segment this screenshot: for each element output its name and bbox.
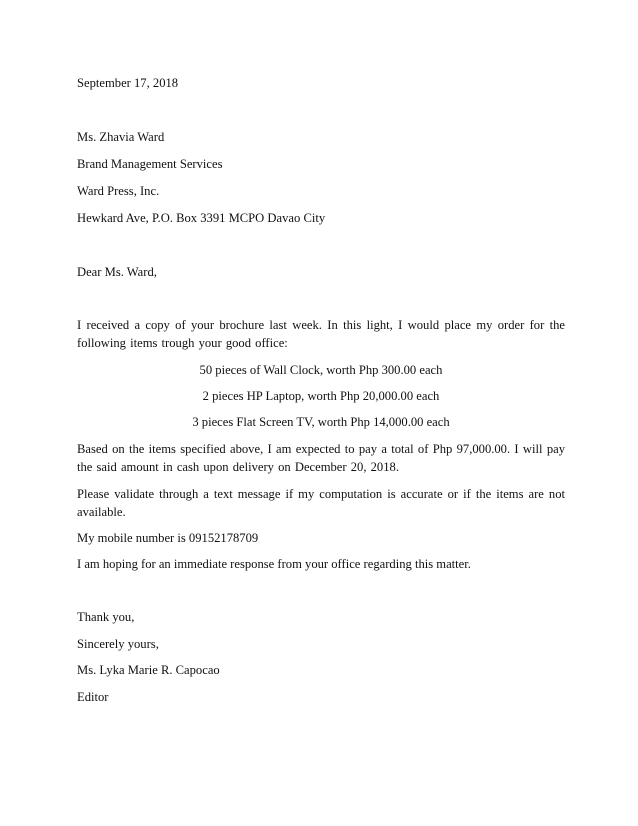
thank-you-line: Thank you, <box>77 610 135 624</box>
order-item: 2 pieces HP Laptop, worth Php 20,000.00 each <box>202 389 440 403</box>
payment-paragraph: Based on the items specified above, I am expected to pay a total of Php 97,000.00. I will pay the said amount in cash upon delivery on December 20, 2018. <box>77 442 565 474</box>
recipient-address: Hewkard Ave, P.O. Box 3391 MCPO Davao City <box>77 211 326 225</box>
recipient-company: Ward Press, Inc. <box>77 184 160 198</box>
sender-name: Ms. Lyka Marie R. Capocao <box>77 663 220 677</box>
recipient-name: Ms. Zhavia Ward <box>77 130 165 144</box>
letter-date: September 17, 2018 <box>77 76 179 90</box>
mobile-number-line: My mobile number is 09152178709 <box>77 531 259 545</box>
response-request-line: I am hoping for an immediate response from your office regarding this matter. <box>77 557 471 571</box>
order-item: 50 pieces of Wall Clock, worth Php 300.00 each <box>199 363 443 377</box>
validation-paragraph: Please validate through a text message if my computation is accurate or if the items are not available. <box>77 487 565 519</box>
salutation: Dear Ms. Ward, <box>77 265 157 279</box>
sender-title: Editor <box>77 690 109 704</box>
order-item: 3 pieces Flat Screen TV, worth Php 14,000.00 each <box>192 415 450 429</box>
closing-line: Sincerely yours, <box>77 637 159 651</box>
intro-paragraph: I received a copy of your brochure last week. In this light, I would place my order for the following items trough your good office: <box>77 318 565 350</box>
recipient-department: Brand Management Services <box>77 157 223 171</box>
